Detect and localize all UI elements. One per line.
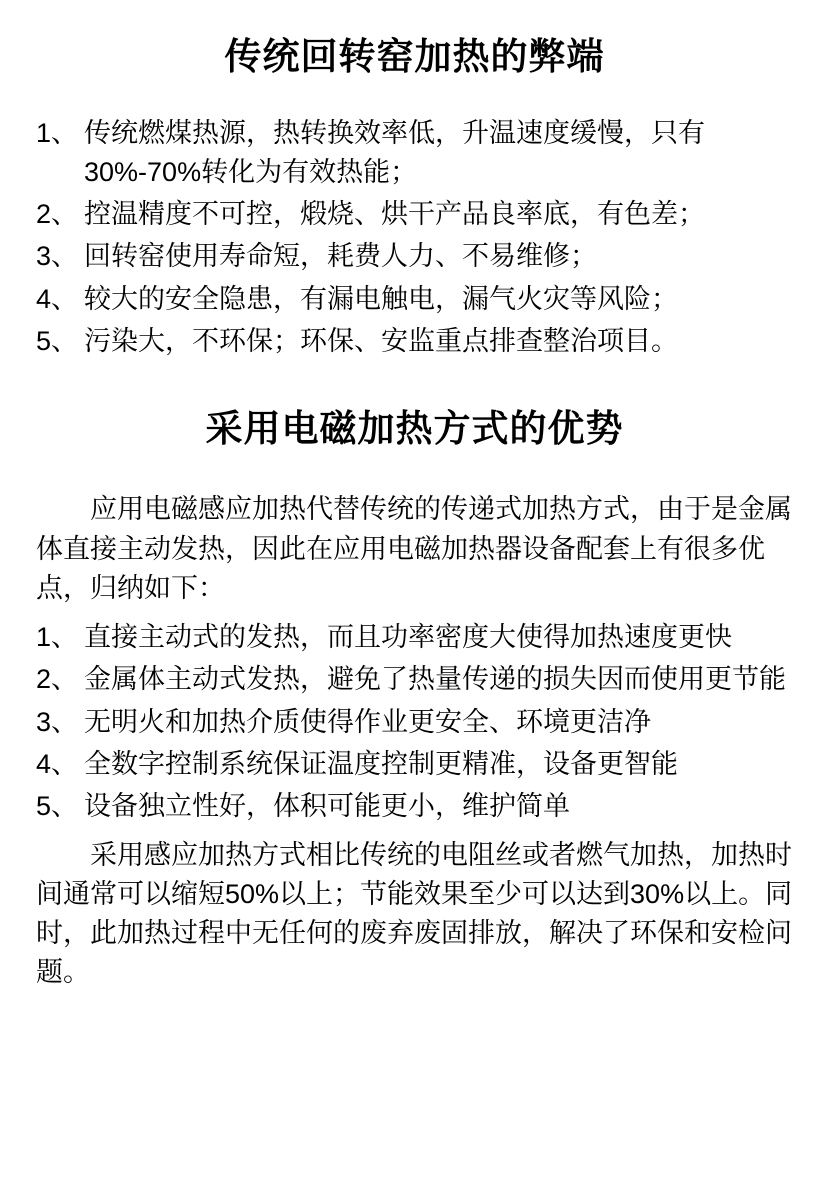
- list-item-text: 回转窑使用寿命短，耗费人力、不易维修；: [84, 241, 597, 272]
- list-item-marker: 5、: [36, 791, 79, 822]
- advantages-closing-paragraph: 采用感应加热方式相比传统的电阻丝或者燃气加热，加热时间通常可以缩短50%以上；节能效果至少可以达到30%以上。同时，此加热过程中无任何的废弃废固排放，解决了环保和安检问题。: [36, 839, 793, 987]
- section-title-drawbacks: 传统回转窑加热的弊端: [224, 36, 605, 77]
- list-item: [36, 280, 793, 318]
- list-item: [36, 703, 793, 741]
- list-item: [36, 745, 793, 783]
- list-item-marker: 1、: [36, 118, 79, 149]
- list-item-text: 直接主动式的发热，而且功率密度大使得加热速度更快: [84, 621, 732, 652]
- list-item-text: 污染大，不环保；环保、安监重点排查整治项目。: [84, 325, 678, 356]
- list-item: [36, 237, 793, 275]
- list-item: [36, 322, 793, 360]
- list-item: [36, 618, 793, 656]
- drawbacks-list: [36, 114, 793, 360]
- list-item-marker: 3、: [36, 241, 79, 272]
- section-title-advantages: 采用电磁加热方式的优势: [205, 408, 624, 450]
- list-item: [36, 660, 793, 698]
- list-item-marker: 1、: [36, 621, 79, 652]
- list-item-marker: 2、: [36, 664, 79, 695]
- list-item-marker: 3、: [36, 706, 79, 737]
- list-item-text: 传统燃煤热源，热转换效率低，升温速度缓慢，只有30%-70%转化为有效热能；: [84, 118, 705, 187]
- list-item-marker: 5、: [36, 325, 79, 356]
- list-item-text: 较大的安全隐患，有漏电触电，漏气火灾等风险；: [84, 283, 678, 314]
- list-item: [36, 787, 793, 825]
- list-item-marker: 4、: [36, 748, 79, 779]
- list-item-text: 金属体主动式发热，避免了热量传递的损失因而使用更节能: [84, 664, 786, 695]
- list-item: [36, 195, 793, 233]
- list-item-text: 设备独立性好，体积可能更小，维护简单: [84, 791, 570, 822]
- advantages-intro-paragraph: 应用电磁感应加热代替传统的传递式加热方式，由于是金属体直接主动发热，因此在应用电磁加热器设备配套上有很多优点，归纳如下：: [36, 494, 792, 603]
- list-item-marker: 4、: [36, 283, 79, 314]
- list-item-text: 无明火和加热介质使得作业更安全、环境更洁净: [84, 706, 651, 737]
- advantages-list: [36, 618, 793, 826]
- list-item-text: 全数字控制系统保证温度控制更精准，设备更智能: [84, 748, 678, 779]
- list-item: [36, 114, 793, 191]
- list-item-text: 控温精度不可控，煅烧、烘干产品良率底，有色差；: [84, 198, 705, 229]
- list-item-marker: 2、: [36, 198, 79, 229]
